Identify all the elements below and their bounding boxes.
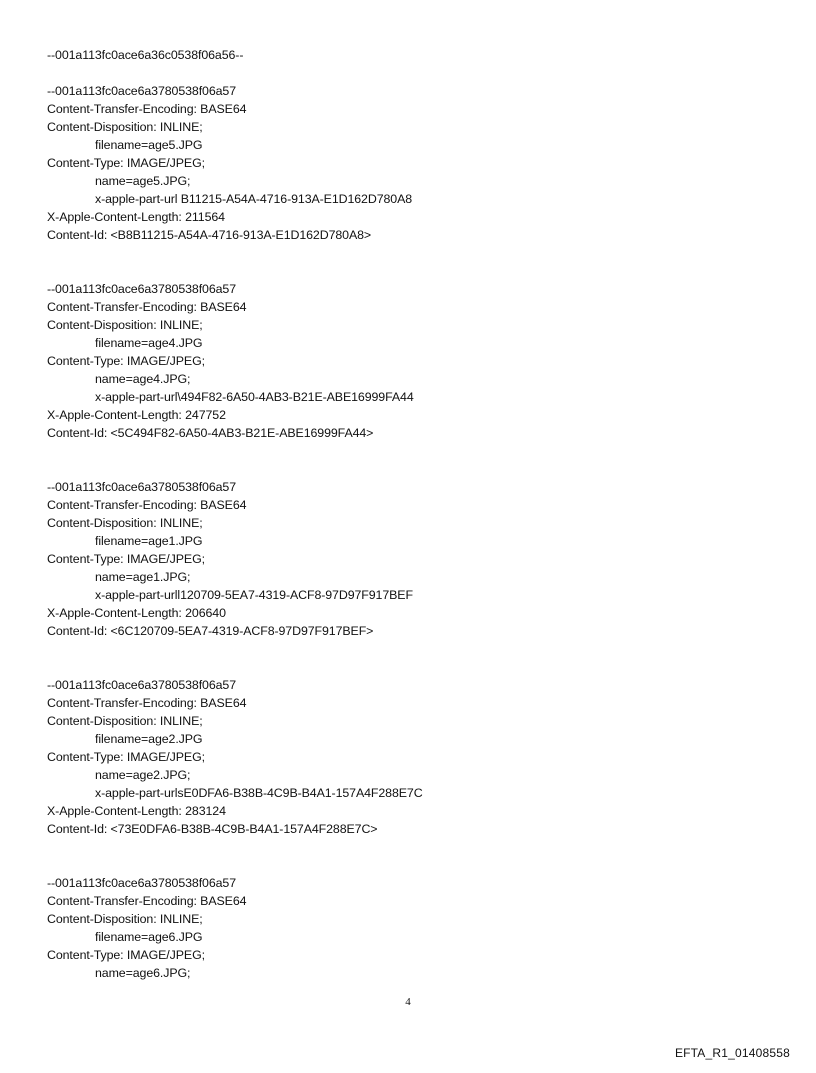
disposition-header: Content-Disposition: INLINE; (47, 912, 203, 926)
mime-part-age6 (47, 874, 767, 982)
boundary-line: --001a113fc0ace6a3780538f06a57 (47, 876, 236, 890)
filename-param: filename=age5.JPG (95, 138, 203, 152)
filename-param: filename=age1.JPG (95, 534, 203, 548)
boundary-line: --001a113fc0ace6a3780538f06a57 (47, 282, 236, 296)
apple-part-url-param: x-apple-part-urll120709-5EA7-4319-ACF8-97D97F917BEF (95, 588, 413, 602)
disposition-header: Content-Disposition: INLINE; (47, 120, 203, 134)
content-id-header: Content-Id: <6C120709-5EA7-4319-ACF8-97D97F917BEF> (47, 624, 374, 638)
content-id-header: Content-Id: <5C494F82-6A50-4AB3-B21E-ABE16999FA44> (47, 426, 374, 440)
page-number: 4 (405, 996, 411, 1008)
name-param: name=age6.JPG; (95, 966, 191, 980)
apple-part-url-param: x-apple-part-url\494F82-6A50-4AB3-B21E-ABE16999FA44 (95, 390, 414, 404)
boundary-line: --001a113fc0ace6a3780538f06a57 (47, 480, 236, 494)
boundary-line: --001a113fc0ace6a3780538f06a57 (47, 678, 236, 692)
mime-part-age2 (47, 676, 767, 838)
content-type-header: Content-Type: IMAGE/JPEG; (47, 156, 205, 170)
transfer-encoding-header: Content-Transfer-Encoding: BASE64 (47, 894, 247, 908)
name-param: name=age4.JPG; (95, 372, 191, 386)
transfer-encoding-header: Content-Transfer-Encoding: BASE64 (47, 102, 247, 116)
mime-part-age5 (47, 82, 767, 244)
boundary-line: --001a113fc0ace6a3780538f06a57 (47, 84, 236, 98)
content-length-header: X-Apple-Content-Length: 283124 (47, 804, 226, 818)
blank-lines (47, 442, 767, 478)
filename-param: filename=age6.JPG (95, 930, 203, 944)
apple-part-url-param: x-apple-part-urlsE0DFA6-B38B-4C9B-B4A1-157A4F288E7C (95, 786, 423, 800)
name-param: name=age2.JPG; (95, 768, 191, 782)
content-length-header: X-Apple-Content-Length: 247752 (47, 408, 226, 422)
blank-lines (47, 838, 767, 874)
bates-number: EFTA_R1_01408558 (674, 1046, 790, 1060)
end-boundary-line: --001a113fc0ace6a36c0538f06a56-- (47, 48, 244, 62)
content-type-header: Content-Type: IMAGE/JPEG; (47, 354, 205, 368)
transfer-encoding-header: Content-Transfer-Encoding: BASE64 (47, 696, 247, 710)
content-id-header: Content-Id: <B8B11215-A54A-4716-913A-E1D162D780A8> (47, 228, 372, 242)
name-param: name=age5.JPG; (95, 174, 191, 188)
content-type-header: Content-Type: IMAGE/JPEG; (47, 750, 205, 764)
mime-part-age4 (47, 280, 767, 442)
mime-part-age1 (47, 478, 767, 640)
disposition-header: Content-Disposition: INLINE; (47, 714, 203, 728)
name-param: name=age1.JPG; (95, 570, 191, 584)
content-type-header: Content-Type: IMAGE/JPEG; (47, 948, 205, 962)
apple-part-url-param: x-apple-part-url B11215-A54A-4716-913A-E1D162D780A8 (95, 192, 413, 206)
content-id-header: Content-Id: <73E0DFA6-B38B-4C9B-B4A1-157A4F288E7C> (47, 822, 378, 836)
transfer-encoding-header: Content-Transfer-Encoding: BASE64 (47, 300, 247, 314)
filename-param: filename=age2.JPG (95, 732, 203, 746)
content-length-header: X-Apple-Content-Length: 211564 (47, 210, 225, 224)
disposition-header: Content-Disposition: INLINE; (47, 516, 203, 530)
blank-line (47, 64, 767, 82)
filename-param: filename=age4.JPG (95, 336, 203, 350)
disposition-header: Content-Disposition: INLINE; (47, 318, 203, 332)
content-length-header: X-Apple-Content-Length: 206640 (47, 606, 226, 620)
transfer-encoding-header: Content-Transfer-Encoding: BASE64 (47, 498, 247, 512)
blank-lines (47, 244, 767, 280)
email-source-page (47, 46, 767, 982)
blank-lines (47, 640, 767, 676)
content-type-header: Content-Type: IMAGE/JPEG; (47, 552, 205, 566)
